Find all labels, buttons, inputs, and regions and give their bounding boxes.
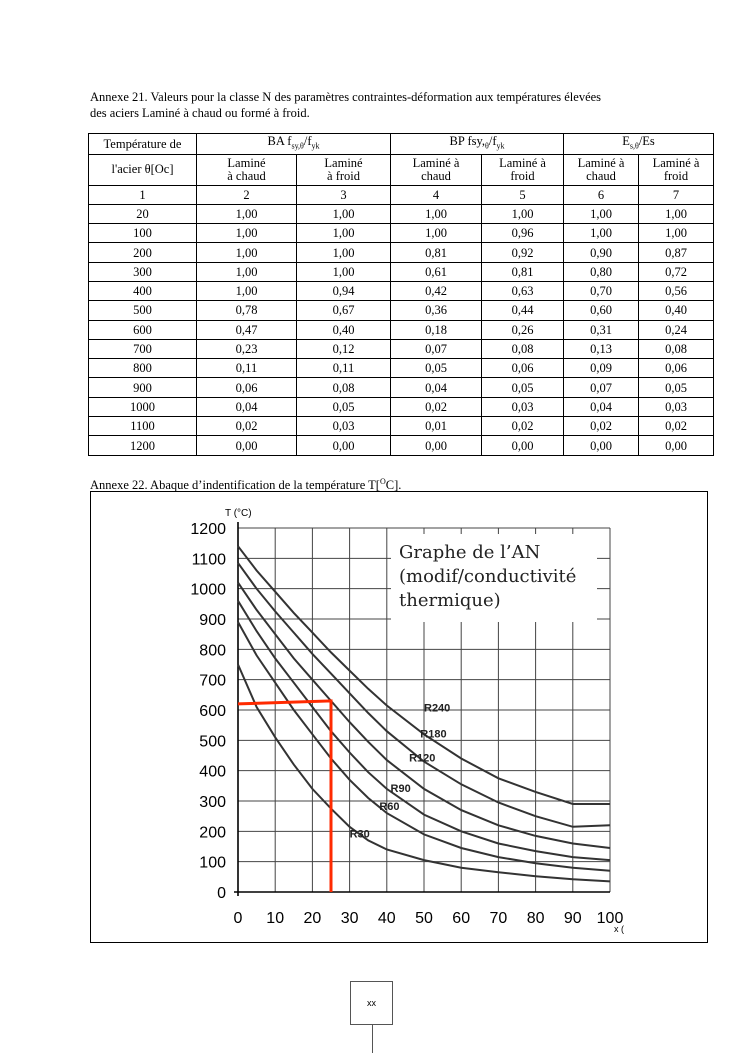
value-cell: 0,81 xyxy=(482,262,564,281)
value-cell: 0,02 xyxy=(197,417,297,436)
value-cell: 1,00 xyxy=(639,224,714,243)
annexe21-caption-line2: des aciers Laminé à chaud ou formé à froid. xyxy=(90,106,310,120)
value-cell: 1,00 xyxy=(197,224,297,243)
y-tick-label: 700 xyxy=(199,672,226,690)
value-cell: 0,60 xyxy=(564,301,639,320)
table-header-row-1 xyxy=(89,134,714,155)
y-axis-label: T (°C) xyxy=(225,508,252,519)
table-row xyxy=(89,301,714,320)
column-number: 3 xyxy=(297,185,391,204)
table-row xyxy=(89,243,714,262)
value-cell: 0,87 xyxy=(639,243,714,262)
column-number-row xyxy=(89,185,714,204)
value-cell: 0,12 xyxy=(297,339,391,358)
value-cell: 0,90 xyxy=(564,243,639,262)
value-cell: 0,40 xyxy=(297,320,391,339)
value-cell: 0,24 xyxy=(639,320,714,339)
value-cell: 0,00 xyxy=(297,436,391,455)
x-tick-label: 10 xyxy=(266,910,285,927)
temperature-cell: 1200 xyxy=(89,436,197,455)
value-cell: 0,78 xyxy=(197,301,297,320)
value-cell: 0,02 xyxy=(639,417,714,436)
bp-header: BP $fsy,_\theta/f_{yk}$ xyxy=(391,134,564,155)
value-cell: 0,08 xyxy=(297,378,391,397)
value-cell: 0,23 xyxy=(197,339,297,358)
value-cell: 0,47 xyxy=(197,320,297,339)
column-number: 1 xyxy=(89,185,197,204)
annotation-line: thermique) xyxy=(399,590,501,611)
x-tick-label: 40 xyxy=(377,910,396,927)
value-cell: 0,00 xyxy=(482,436,564,455)
value-cell: 0,08 xyxy=(482,339,564,358)
table-row xyxy=(89,281,714,300)
value-cell: 1,00 xyxy=(297,243,391,262)
col6-header: Laminé à chaud xyxy=(564,154,639,185)
column-number: 6 xyxy=(564,185,639,204)
value-cell: 0,01 xyxy=(391,417,482,436)
y-tick-label: 600 xyxy=(199,703,226,720)
y-tick-label: 400 xyxy=(199,763,226,781)
value-cell: 0,67 xyxy=(297,301,391,320)
y-tick-label: 900 xyxy=(199,612,226,629)
x-tick-label: 30 xyxy=(340,910,359,927)
temperature-cell: 1000 xyxy=(89,397,197,416)
value-cell: 0,07 xyxy=(391,339,482,358)
value-cell: 0,61 xyxy=(391,262,482,281)
value-cell: 1,00 xyxy=(564,224,639,243)
table-row xyxy=(89,224,714,243)
value-cell: 0,06 xyxy=(482,359,564,378)
value-cell: 0,05 xyxy=(639,378,714,397)
col3-header: Laminé à froid xyxy=(297,154,391,185)
page-number-line xyxy=(372,1025,373,1053)
value-cell: 0,00 xyxy=(197,436,297,455)
value-cell: 0,63 xyxy=(482,281,564,300)
temperature-cell: 700 xyxy=(89,339,197,358)
table-row xyxy=(89,397,714,416)
value-cell: 1,00 xyxy=(197,262,297,281)
col7-header: Laminé à froid xyxy=(639,154,714,185)
value-cell: 1,00 xyxy=(197,281,297,300)
y-tick-label: 500 xyxy=(199,733,226,751)
annotation-line: Graphe de l’AN xyxy=(399,542,541,563)
value-cell: 0,72 xyxy=(639,262,714,281)
series-label-r30: R30 xyxy=(349,828,370,841)
x-tick-label: 90 xyxy=(563,910,582,927)
value-cell: 0,02 xyxy=(564,417,639,436)
temperature-cell: 900 xyxy=(89,378,197,397)
y-tick-label: 300 xyxy=(199,794,226,811)
x-tick-label: 0 xyxy=(233,910,243,927)
table-row xyxy=(89,436,714,455)
ba-header: BA $f_{sy,\theta}/f_{yk}$ xyxy=(197,134,391,155)
table-row xyxy=(89,204,714,223)
table-row xyxy=(89,320,714,339)
x-tick-label: 80 xyxy=(526,910,545,927)
value-cell: 1,00 xyxy=(391,204,482,223)
x-tick-label: 60 xyxy=(452,910,471,927)
value-cell: 1,00 xyxy=(482,204,564,223)
value-cell: 1,00 xyxy=(297,262,391,281)
col4-header: Laminé à chaud xyxy=(391,154,482,185)
value-cell: 0,04 xyxy=(564,397,639,416)
column-number: 4 xyxy=(391,185,482,204)
value-cell: 0,40 xyxy=(639,301,714,320)
series-label-r90: R90 xyxy=(390,782,411,795)
annotation-line: (modif/conductivité xyxy=(399,566,577,587)
value-cell: 0,08 xyxy=(639,339,714,358)
y-tick-label: 1200 xyxy=(190,521,226,538)
col5-header: Laminé à froid xyxy=(482,154,564,185)
table-header-row-2 xyxy=(89,154,714,185)
value-cell: 0,36 xyxy=(391,301,482,320)
annexe22-caption: Annexe 22. Abaque d’indentification de la température T[$^O$C]. xyxy=(90,477,402,493)
value-cell: 0,05 xyxy=(297,397,391,416)
value-cell: 0,81 xyxy=(391,243,482,262)
value-cell: 1,00 xyxy=(639,204,714,223)
es-header: $E_{s,\theta}/Es$ xyxy=(564,134,714,155)
x-tick-label: 100 xyxy=(596,910,624,927)
temperature-cell: 600 xyxy=(89,320,197,339)
x-axis-label: x ( xyxy=(614,924,624,934)
value-cell: 0,70 xyxy=(564,281,639,300)
value-cell: 0,80 xyxy=(564,262,639,281)
y-tick-label: 1000 xyxy=(190,581,226,599)
value-cell: 0,18 xyxy=(391,320,482,339)
column-number: 7 xyxy=(639,185,714,204)
value-cell: 0,00 xyxy=(639,436,714,455)
steel-parameters-table xyxy=(88,133,714,456)
temperature-cell: 300 xyxy=(89,262,197,281)
series-label-r180: R180 xyxy=(420,728,447,741)
temperature-cell: 100 xyxy=(89,224,197,243)
x-tick-label: 50 xyxy=(415,910,433,927)
value-cell: 0,03 xyxy=(297,417,391,436)
annexe21-caption-line1: Annexe 21. Valeurs pour la classe N des paramètres contraintes-déformation aux températures élevées xyxy=(90,90,602,104)
temperature-cell: 20 xyxy=(89,204,197,223)
value-cell: 0,07 xyxy=(564,378,639,397)
col2-header: Laminé à chaud xyxy=(197,154,297,185)
series-label-r240: R240 xyxy=(424,702,451,715)
value-cell: 0,42 xyxy=(391,281,482,300)
temperature-cell: 1100 xyxy=(89,417,197,436)
value-cell: 0,04 xyxy=(391,378,482,397)
value-cell: 0,03 xyxy=(482,397,564,416)
y-tick-label: 200 xyxy=(199,824,226,842)
y-tick-label: 1100 xyxy=(191,551,226,569)
page-number: xx xyxy=(350,981,393,1025)
value-cell: 0,06 xyxy=(639,359,714,378)
value-cell: 0,94 xyxy=(297,281,391,300)
value-cell: 0,02 xyxy=(391,397,482,416)
annexe21-caption xyxy=(90,89,690,121)
y-tick-label: 800 xyxy=(199,642,226,660)
value-cell: 0,06 xyxy=(197,378,297,397)
temperature-cell: 800 xyxy=(89,359,197,378)
value-cell: 1,00 xyxy=(564,204,639,223)
y-tick-label: 100 xyxy=(199,854,226,872)
value-cell: 0,09 xyxy=(564,359,639,378)
value-cell: 0,04 xyxy=(197,397,297,416)
x-tick-label: 70 xyxy=(489,910,508,927)
table-body xyxy=(89,204,714,455)
value-cell: 0,96 xyxy=(482,224,564,243)
temperature-header-top: Température de xyxy=(89,134,197,155)
temperature-cell: 200 xyxy=(89,243,197,262)
value-cell: 1,00 xyxy=(197,243,297,262)
table-row xyxy=(89,378,714,397)
value-cell: 0,44 xyxy=(482,301,564,320)
table-row xyxy=(89,359,714,378)
temperature-abacus-chart xyxy=(91,492,707,942)
y-tick-label: 0 xyxy=(217,885,226,902)
reading-line xyxy=(238,701,331,892)
value-cell: 0,00 xyxy=(564,436,639,455)
value-cell: 1,00 xyxy=(391,224,482,243)
value-cell: 0,31 xyxy=(564,320,639,339)
table-row xyxy=(89,417,714,436)
value-cell: 0,02 xyxy=(482,417,564,436)
series-label-r120: R120 xyxy=(409,752,436,765)
x-tick-label: 20 xyxy=(303,910,322,927)
value-cell: 0,11 xyxy=(297,359,391,378)
value-cell: 0,03 xyxy=(639,397,714,416)
column-number: 5 xyxy=(482,185,564,204)
value-cell: 0,26 xyxy=(482,320,564,339)
temperature-cell: 500 xyxy=(89,301,197,320)
temperature-header-bottom: l'acier θ[Oc] xyxy=(89,154,197,185)
value-cell: 0,92 xyxy=(482,243,564,262)
value-cell: 1,00 xyxy=(297,204,391,223)
table-row xyxy=(89,339,714,358)
value-cell: 0,13 xyxy=(564,339,639,358)
value-cell: 0,05 xyxy=(482,378,564,397)
temperature-cell: 400 xyxy=(89,281,197,300)
value-cell: 0,05 xyxy=(391,359,482,378)
value-cell: 0,56 xyxy=(639,281,714,300)
temperature-chart-frame xyxy=(90,491,708,943)
series-label-r60: R60 xyxy=(379,801,400,814)
column-number: 2 xyxy=(197,185,297,204)
value-cell: 1,00 xyxy=(197,204,297,223)
value-cell: 1,00 xyxy=(297,224,391,243)
value-cell: 0,00 xyxy=(391,436,482,455)
table-row xyxy=(89,262,714,281)
value-cell: 0,11 xyxy=(197,359,297,378)
